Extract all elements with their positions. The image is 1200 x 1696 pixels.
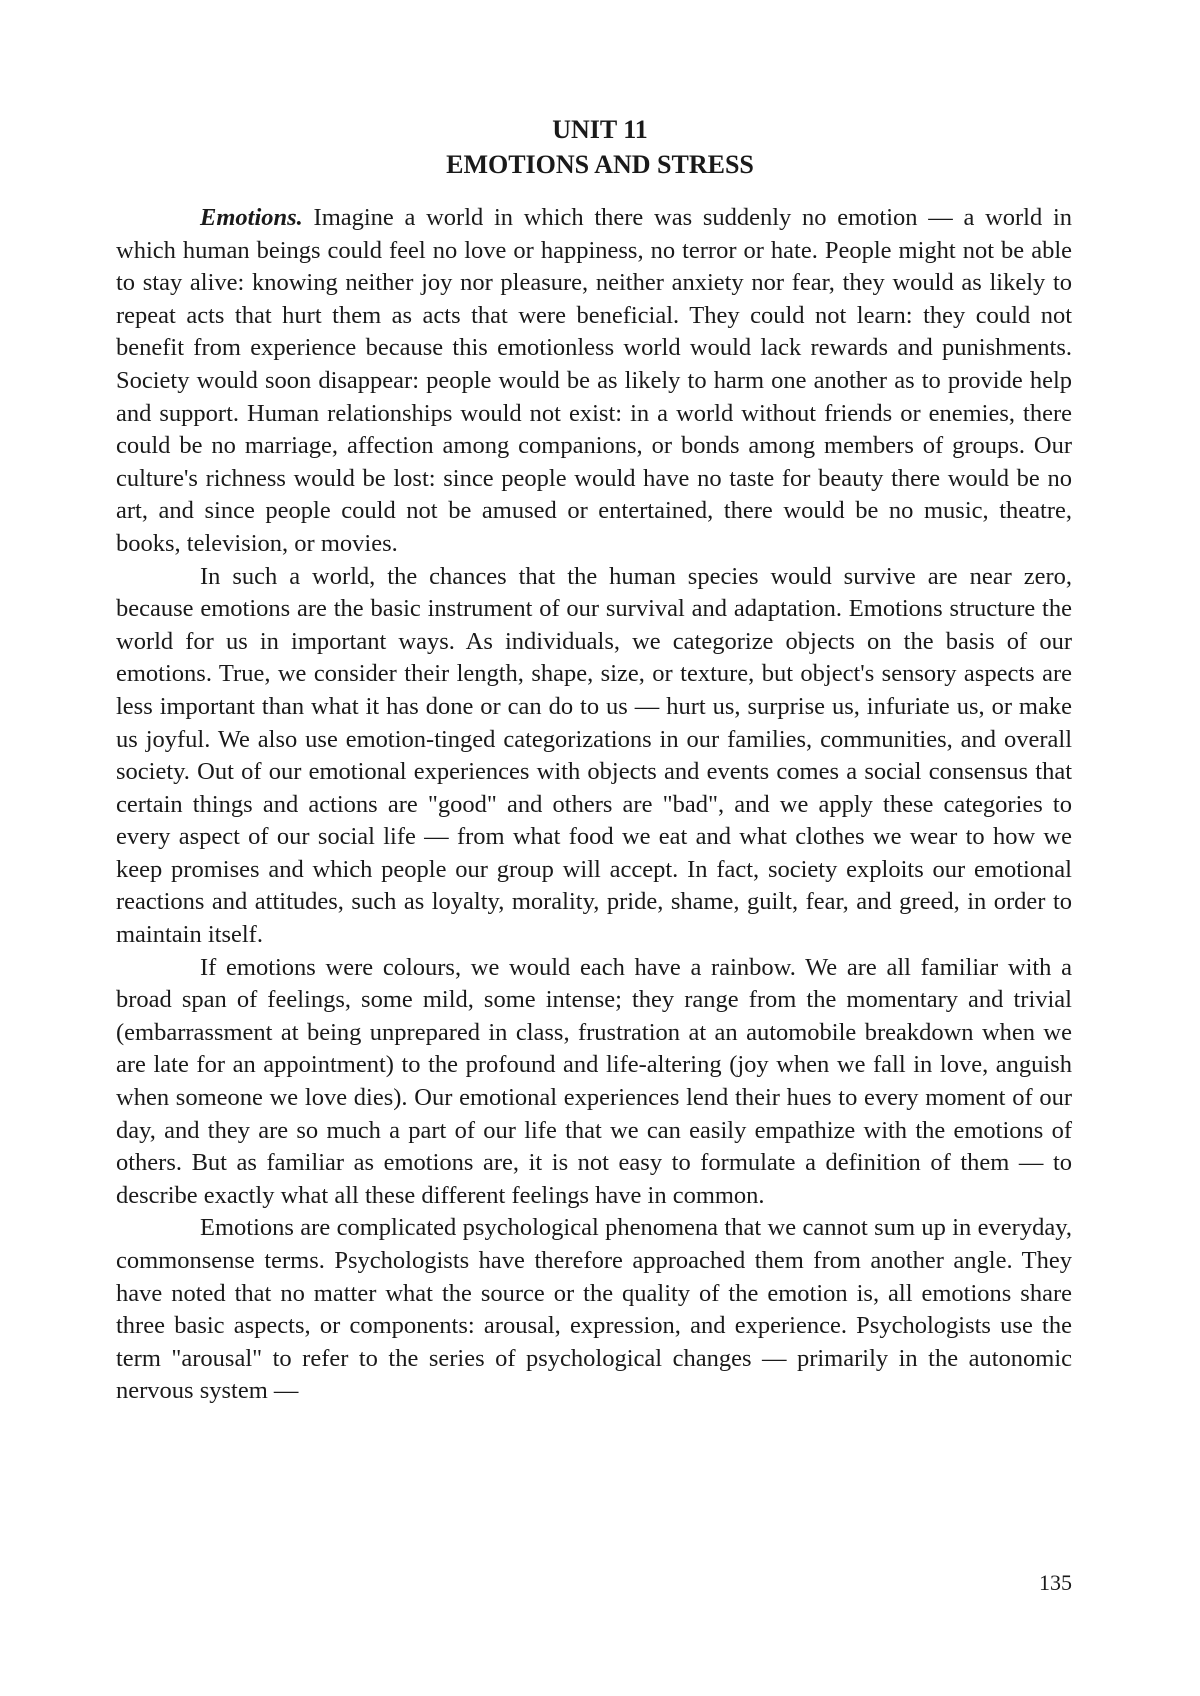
- paragraph-1: [116, 202, 1072, 561]
- unit-number: UNIT 11: [552, 115, 648, 144]
- unit-header: [0, 112, 1200, 182]
- page-number: 135: [1039, 1570, 1072, 1595]
- paragraph-1-text: Imagine a world in which there was suddenly no emotion — a world in which human beings could feel no love or happiness, no terror or hate. People might not be able to stay alive: knowing neither joy nor pleasure, neither anxiety nor fear, they would as likely to repeat acts that hurt them as acts that were beneficial. They could not learn: they could not benefit from experience because this emotionless world would lack rewards and punishments. Society would soon disappear: people would be as likely to harm one another as to provide help and support. Human relationships would not exist: in a world without friends or enemies, there could be no marriage, affection among companions, or bonds among members of groups. Our culture's richness would be lost: since people would have no taste for beauty there would be no art, and since people could not be amused or entertained, there would be no music, theatre, books, television, or movies.: [116, 204, 1072, 557]
- paragraph-4: Emotions are complicated psychological phenomena that we cannot sum up in everyday, commonsense terms. Psychologists have therefore approached them from another angle. They have noted that no matter what the source or the quality of the emotion is, all emotions share three basic aspects, or components: arousal, expression, and experience. Psychologists use the term "arousal" to refer to the series of psychological changes — primarily in the autonomic nervous system —: [116, 1214, 1072, 1405]
- unit-title: EMOTIONS AND STRESS: [446, 150, 754, 179]
- paragraph-3: If emotions were colours, we would each have a rainbow. We are all familiar with a broad span of feelings, some mild, some intense; they range from the momentary and trivial (embarrassment at being unprepared in class, frustration at an automobile breakdown when we are late for an appointment) to the profound and life-altering (joy when we fall in love, anguish when someone we love dies). Our emotional experiences lend their hues to every moment of our day, and they are so much a part of our life that we can easily empathize with the emotions of others. But as familiar as emotions are, it is not easy to formulate a definition of them — to describe exactly what all these different feelings have in common.: [116, 953, 1072, 1209]
- body-text: [116, 202, 1072, 1408]
- paragraph-lead-term: Emotions.: [200, 204, 303, 231]
- paragraph-2: In such a world, the chances that the human species would survive are near zero, because emotions are the basic instrument of our survival and adaptation. Emotions structure the world for us in important ways. As individuals, we categorize objects on the basis of our emotions. True, we consider their length, shape, size, or texture, but object's sensory aspects are less important than what it has done or can do to us — hurt us, surprise us, infuriate us, or make us joyful. We also use emotion-tinged categorizations in our families, communities, and overall society. Out of our emotional experiences with objects and events comes a social consensus that certain things and actions are "good" and others are "bad", and we apply these categories to every aspect of our social life — from what food we eat and what clothes we wear to how we keep promises and which people our group will accept. In fact, society exploits our emotional reactions and attitudes, such as loyalty, morality, pride, shame, guilt, fear, and greed, in order to maintain itself.: [116, 562, 1072, 949]
